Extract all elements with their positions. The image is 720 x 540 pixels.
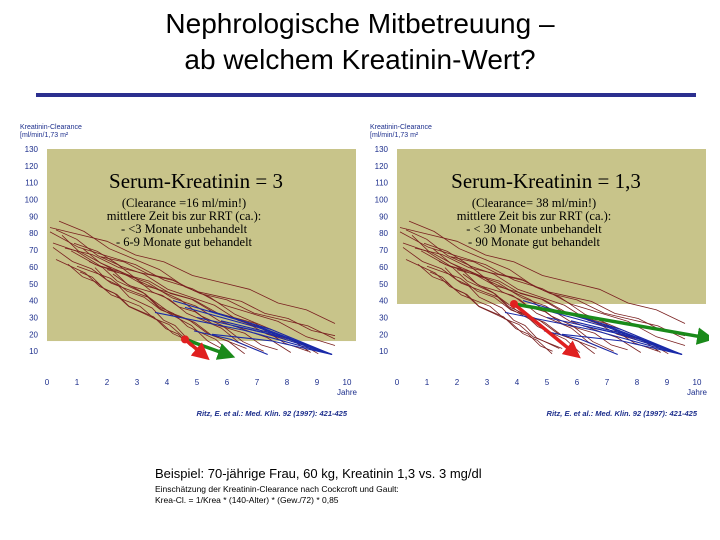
y-axis-label-line1: Kreatinin-Clearance [20,124,82,131]
y-tick-label: 30 [29,313,38,323]
x-tick-label: 7 [604,378,610,387]
chart-serum-creatinine-1-3 [364,115,709,425]
y-tick-label: 120 [24,161,38,171]
y-tick-label: 90 [379,212,388,222]
slide-title-line1: Nephrologische Mitbetreuung – [165,8,555,39]
panel-text-line: - 90 Monate gut behandelt [468,235,600,249]
formula-caption: Einschätzung der Kreatinin-Clearance nach Cockcroft und Gault: [155,484,399,494]
panel-title: Serum-Kreatinin = 1,3 [451,169,641,193]
y-tick-label: 40 [379,296,388,306]
x-tick-label: 8 [634,378,640,387]
y-tick-label: 100 [374,195,388,205]
x-tick-label: 3 [134,378,140,387]
y-axis-label-line1: Kreatinin-Clearance [370,124,432,131]
y-tick-label: 50 [29,279,38,289]
x-tick-label: 2 [104,378,110,387]
y-tick-label: 80 [29,229,38,239]
x-tick-label: 6 [224,378,230,387]
y-tick-label: 110 [375,178,388,188]
x-tick-label: 0 [394,378,400,387]
x-tick-label: 8 [284,378,290,387]
x-tick-label: 1 [424,378,430,387]
x-tick-label: 7 [254,378,260,387]
y-tick-label: 80 [379,229,388,239]
panel-title: Serum-Kreatinin = 3 [109,169,283,193]
title-divider [36,93,696,97]
y-axis-label-line2: [ml/min/1,73 m² [370,132,419,139]
y-tick-label: 40 [29,296,38,306]
x-tick-label: 9 [664,378,670,387]
panel-text-line: mittlere Zeit bis zur RRT (ca.): [106,209,262,223]
x-tick-label: 1 [74,378,80,387]
y-tick-label: 10 [29,347,38,357]
x-tick-label: 4 [514,378,520,387]
x-tick-label: 5 [544,378,550,387]
y-tick-label: 50 [379,279,388,289]
x-tick-label: 9 [314,378,320,387]
y-tick-label: 100 [24,195,38,205]
x-tick-label: 5 [194,378,200,387]
x-tick-label: 10 [692,378,702,387]
y-tick-label: 20 [29,330,38,340]
y-tick-label: 30 [379,313,388,323]
y-tick-label: 60 [29,262,38,272]
formula-text: Krea-Cl. = 1/Krea * (140-Alter) * (Gew./72) * 0,85 [155,495,339,505]
y-tick-label: 60 [379,262,388,272]
citation: Ritz, E. et al.: Med. Klin. 92 (1997): 421-425 [196,409,347,418]
x-tick-label: 4 [164,378,170,387]
y-tick-label: 10 [379,347,388,357]
x-tick-label: 0 [44,378,50,387]
panel-text-line: - 6-9 Monate gut behandelt [115,235,253,249]
citation: Ritz, E. et al.: Med. Klin. 92 (1997): 421-425 [546,409,697,418]
panel-text-line: (Clearance= 38 ml/min!) [471,196,597,210]
x-tick-label: 6 [574,378,580,387]
y-tick-label: 20 [379,330,388,340]
y-tick-label: 90 [29,212,38,222]
x-axis-label: Jahre [336,388,358,397]
y-tick-label: 120 [374,161,388,171]
chart-serum-creatinine-3 [14,115,359,425]
y-tick-label: 130 [24,145,38,154]
arrow-treated [514,304,706,338]
panel-text-line: (Clearance =16 ml/min!) [121,196,247,210]
example-text: Beispiel: 70-jährige Frau, 60 kg, Kreatinin 1,3 vs. 3 mg/dl [155,466,482,481]
slide-title-line2: ab welchem Kreatinin-Wert? [184,44,536,75]
x-axis-label: Jahre [686,388,708,397]
y-axis-label-line2: [ml/min/1,73 m² [20,132,69,139]
y-tick-label: 70 [379,246,388,256]
x-tick-label: 10 [342,378,352,387]
panel-text-line: - <3 Monate unbehandelt [120,222,248,236]
x-tick-label: 3 [484,378,490,387]
panel-text-line: - < 30 Monate unbehandelt [466,222,602,236]
x-tick-label: 2 [454,378,460,387]
arrow-origin-dot [181,335,189,343]
y-tick-label: 110 [25,178,38,188]
y-tick-label: 130 [374,145,388,154]
y-tick-label: 70 [29,246,38,256]
panel-text-line: mittlere Zeit bis zur RRT (ca.): [456,209,612,223]
arrow-origin-dot [510,300,518,308]
